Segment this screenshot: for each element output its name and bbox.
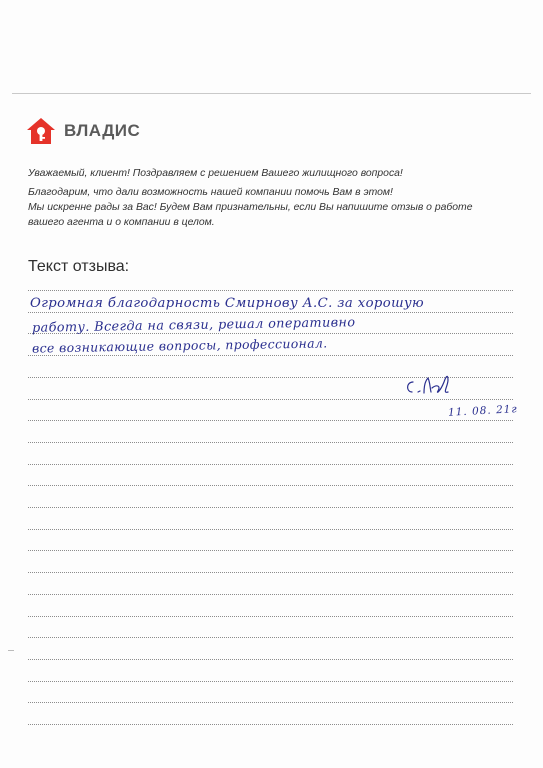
house-key-icon [26, 117, 56, 145]
ruled-line [28, 724, 513, 725]
ruled-line [28, 659, 513, 660]
handwritten-date: 11. 08. 21г [447, 403, 519, 419]
ruled-line [28, 312, 513, 313]
greeting-line: Уважаемый, клиент! Поздравляем с решением Вашего жилищного вопроса! [28, 168, 403, 179]
ruled-line [28, 507, 513, 508]
brand-name: ВЛАДИС [64, 121, 141, 140]
ruled-line [28, 485, 513, 486]
brand-logo [26, 117, 140, 145]
review-title: Текст отзыва: [28, 258, 130, 275]
ruled-line [28, 637, 513, 638]
ruled-line [28, 572, 513, 573]
thanks-line: Благодарим, что дали возможность нашей компании помочь Вам в этом! [28, 187, 393, 198]
handwritten-signature [404, 370, 454, 400]
ruled-line [28, 616, 513, 617]
intro-text [28, 166, 508, 230]
scan-edge-mark [8, 650, 14, 651]
handwritten-line: Огромная благодарность Смирнову А.С. за хорошую [30, 296, 425, 311]
ruled-line [28, 529, 513, 530]
ruled-line [28, 355, 513, 356]
top-divider [12, 93, 531, 94]
ruled-line [28, 702, 513, 703]
request-line-cont: вашего агента и о компании в целом. [28, 217, 215, 228]
ruled-line [28, 550, 513, 551]
ruled-line [28, 594, 513, 595]
ruled-line [28, 420, 513, 421]
ruled-line [28, 290, 513, 291]
ruled-line [28, 681, 513, 682]
handwritten-line: все возникающие вопросы, профессионал. [31, 335, 328, 356]
request-line: Мы искренне рады за Вас! Будем Вам признательны, если Вы напишите отзыв о работе [28, 202, 473, 213]
handwritten-line: работу. Всегда на связи, решал оперативно [31, 315, 356, 336]
ruled-line [28, 442, 513, 443]
ruled-line [28, 464, 513, 465]
